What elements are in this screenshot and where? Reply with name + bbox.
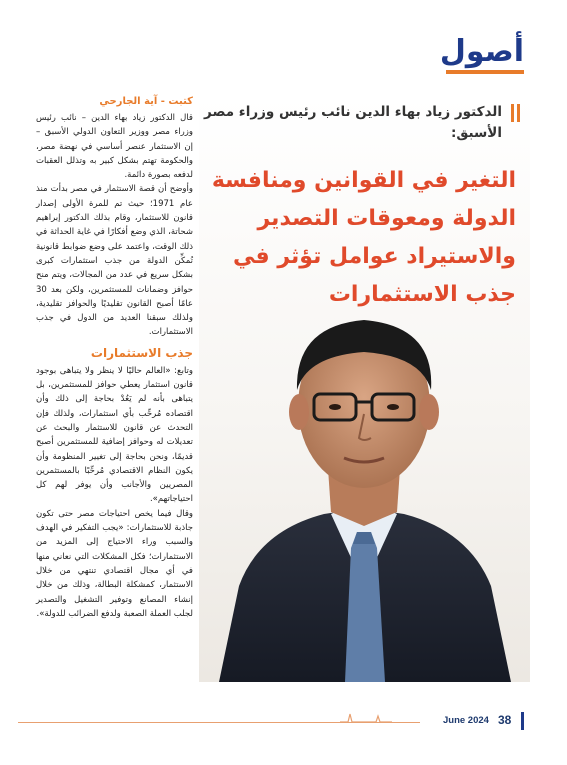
feature-panel bbox=[199, 96, 530, 682]
page-number: 38 bbox=[498, 713, 512, 727]
lead-marker-icon bbox=[510, 104, 522, 122]
issue-date: June 2024 bbox=[443, 715, 489, 726]
footer-accent-bar bbox=[521, 712, 524, 730]
body-paragraph: وأوضح أن قصة الاستثمار في مصر بدأت منذ عام 1971؛ حيث تم للمرة الأولى إصدار قانون للاستثمار، وقام بذلك الدكتور إبراهيم شحاتة، الذي وضع أفكارًا في غاية الحداثة في ذلك الوقت، واعتمد على وضع ضوابط قانونية تُمكِّن الدولة من جذب استثمارات كبرى بشكل سريع في عدد من المجالات، ويتم منح حوافز وضمانات للمستثمرين، ولكن بعد 30 عامًا أصبح القانون تقليديًا والحوافز تقليدية، ولذلك سبقنا العديد من الدول في جذب الاستثمارات. bbox=[36, 184, 193, 338]
article-body-column bbox=[36, 96, 193, 621]
article-lead: الدكتور زياد بهاء الدين نائب رئيس وزراء مصر الأسبق: bbox=[204, 104, 502, 141]
body-paragraph: قال الدكتور زياد بهاء الدين – نائب رئيس وزراء مصر ووزير التعاون الدولي الأسبق – إن الاستثمار عنصر أساسي في نهضة مصر، والحكومة تهتم بشكل كبير به وتذلل العقبات لدفعه بصورة دائمة. bbox=[36, 113, 193, 181]
article-headline: التغير في القوانين ومنافسة الدولة ومعوقات التصدير والاستيراد عوامل تؤثر في جذب الاستثمارات bbox=[211, 168, 516, 307]
magazine-logo bbox=[439, 34, 524, 74]
body-paragraph: وقال فيما يخص احتياجات مصر حتى تكون جاذبة للاستثمارات: «يجب التفكير في الهدف والسبب وراء الاحتياج إلى المزيد من الاستثمارات؛ فكل المشكلات التي نعاني منها في أي مجال اقتصادي تنتهي من خلال الاستثمار، كمشكلة البطالة، وذلك من خلال إنشاء المصانع وتوفير التشغيل والتصدير لجلب العملة الصعبة ولدفع الضرائب للدولة». bbox=[36, 508, 193, 619]
body-paragraph: وتابع: «العالم حاليًا لا ينظر ولا يتباهى بوجود قانون استثمار يعطي حوافز للمستثمرين، بل يتباهى بأنه لم يَعُدْ بحاجة إلى ذلك وأن اقتصاده مُرحِّب بأي استثمارات، ولذلك فإن التحدث عن قانون للاستثمار والبحث عن تعديلات له وحوافز إضافية للمستثمرين أصبح قديمًا، ونحن بحاجة إلى تغيير المنظومة وأن يكون النظام الاقتصادي مُرحِّبًا بالمستثمرين المصريين والأجانب وأن يوفر لهم كل احتياجاتهم». bbox=[36, 365, 193, 505]
section-subhead: جذب الاستثمارات bbox=[90, 345, 193, 360]
portrait-photo bbox=[199, 286, 530, 682]
footer-ornament-icon bbox=[336, 710, 396, 724]
byline: كتبت - آية الجارحي bbox=[99, 96, 193, 107]
logo-text: أصول bbox=[439, 34, 524, 69]
logo-underline bbox=[446, 70, 524, 74]
